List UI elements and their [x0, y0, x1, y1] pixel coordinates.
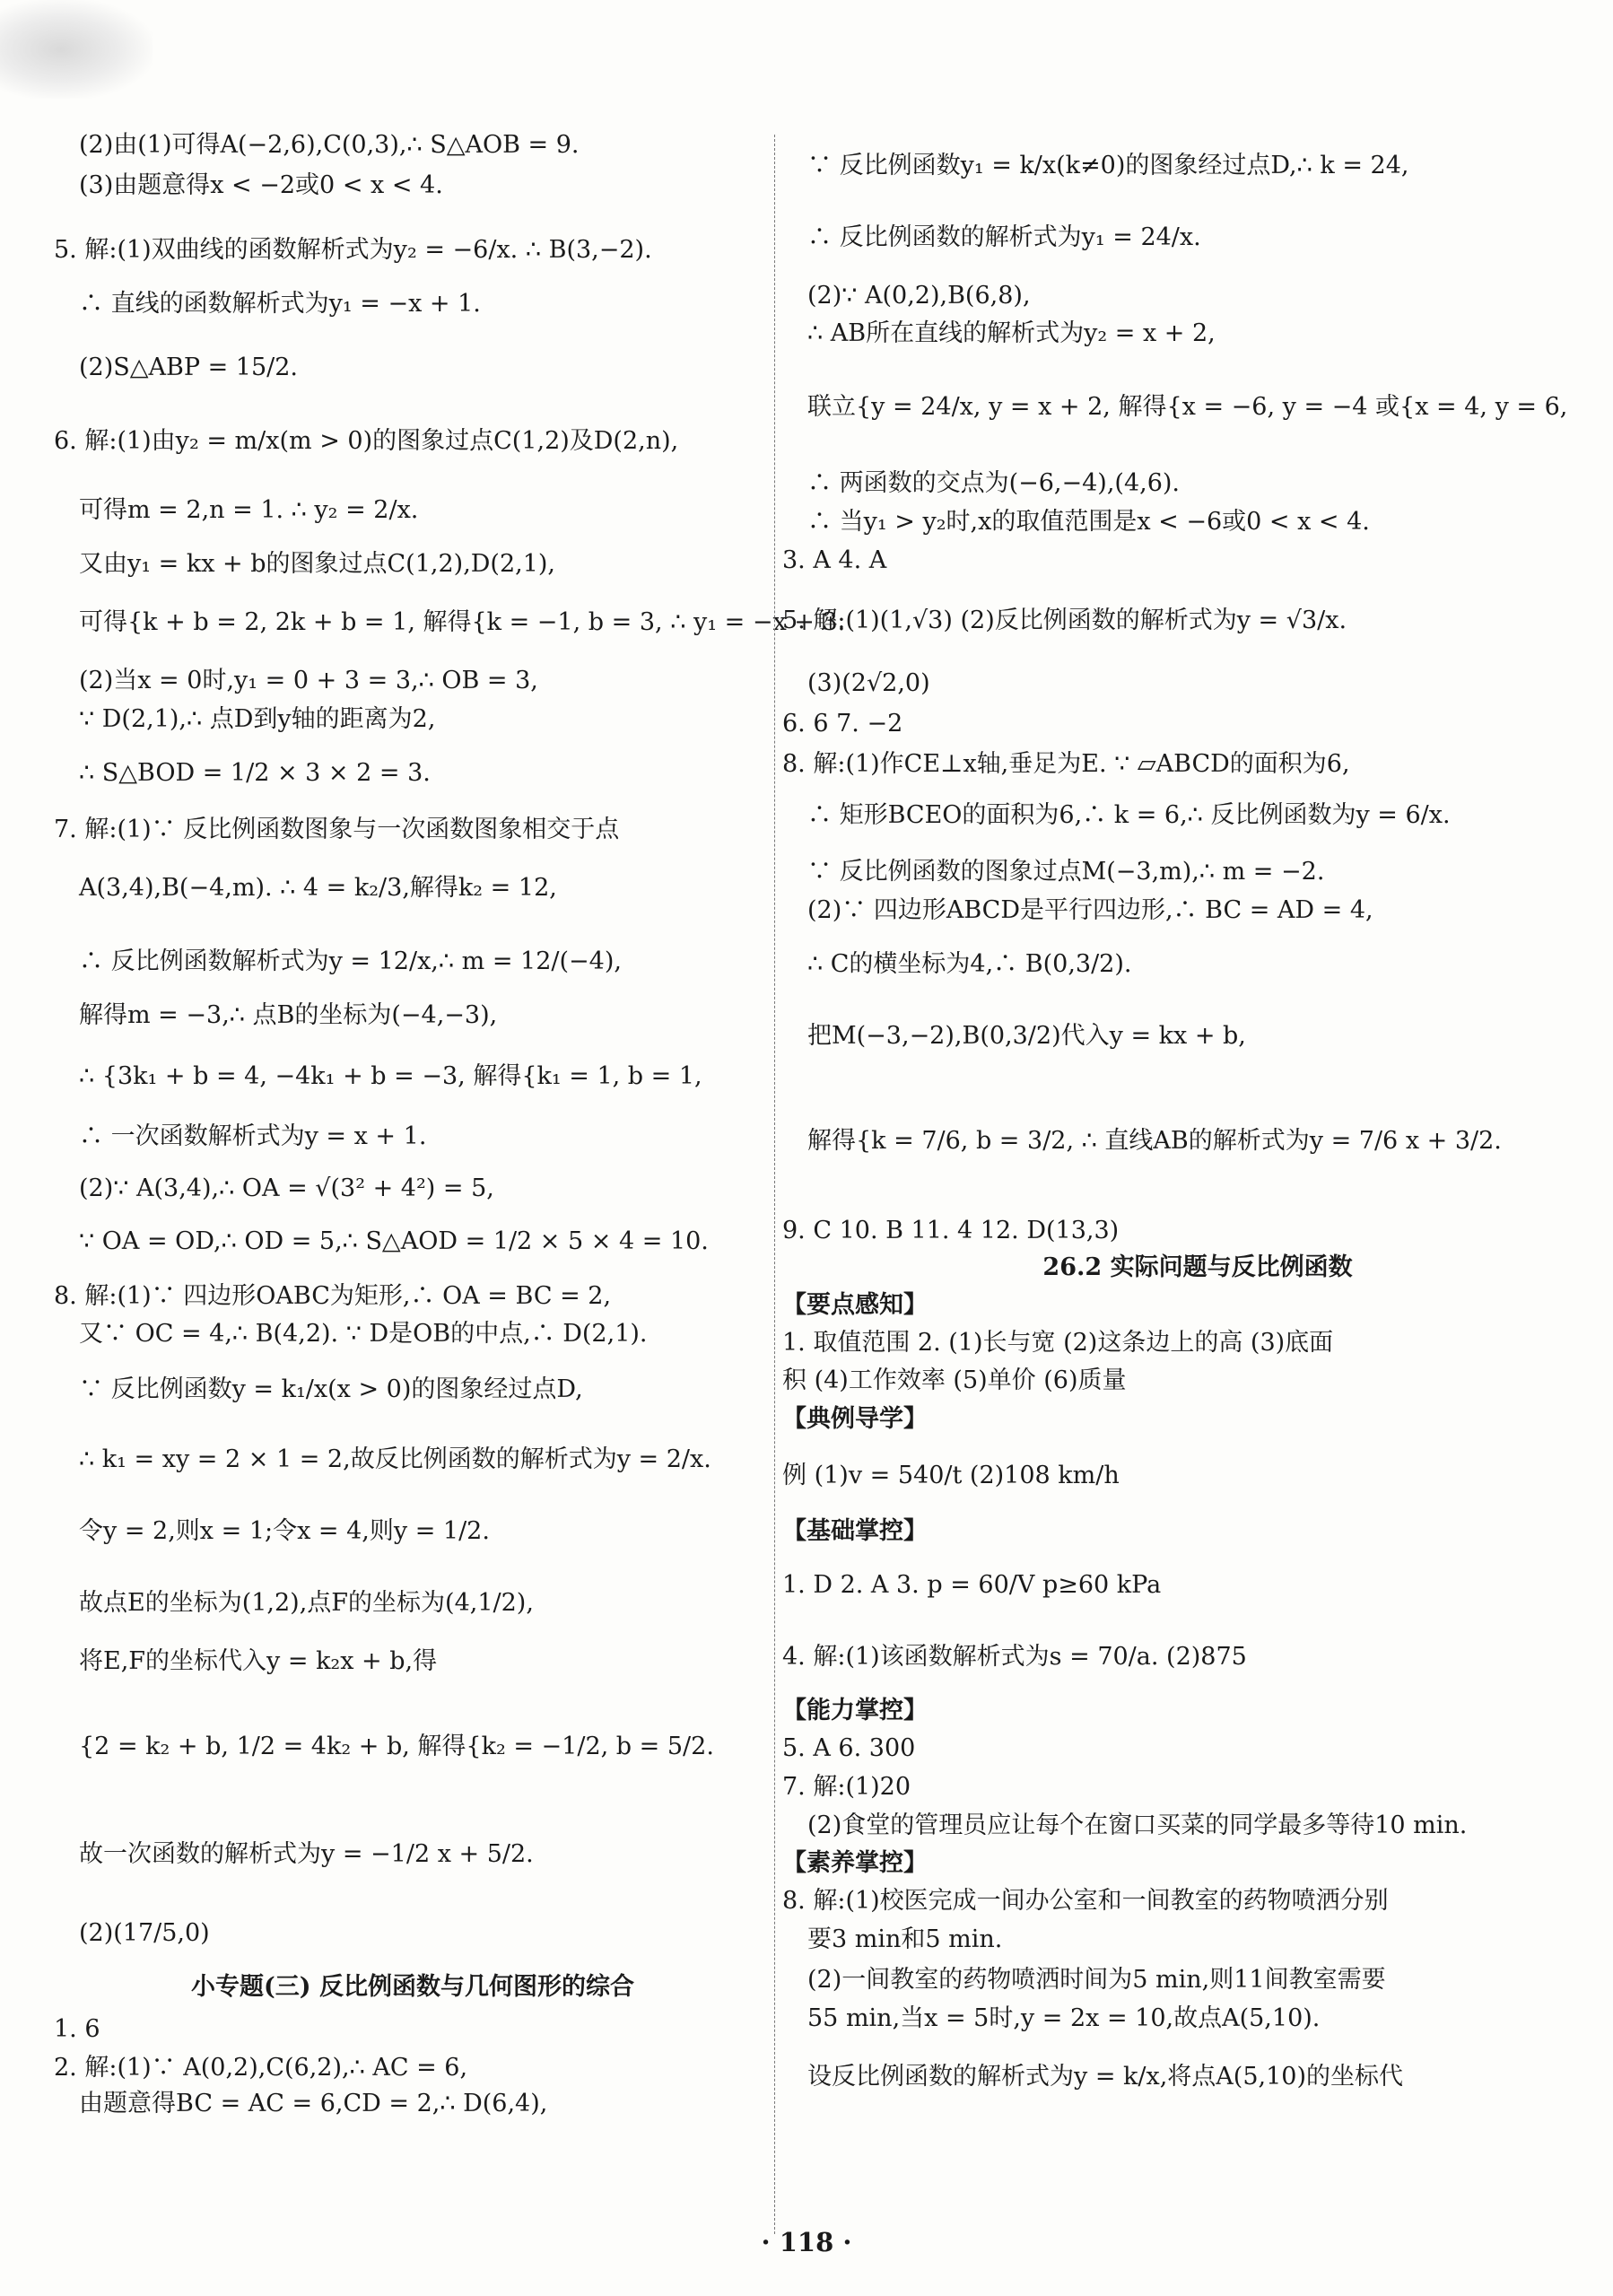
answer-line: (2)(17/5,0) [79, 1919, 210, 1947]
answer-line: ∴ 两函数的交点为(−6,−4),(4,6). [807, 469, 1181, 497]
answer-line: 可得m = 2,n = 1. ∴ y₂ = 2/x. [79, 496, 419, 524]
answer-line: 可得{k + b = 2, 2k + b = 1, 解得{k = −1, b = 3, ∴ y₁ = −x + 3. [79, 608, 846, 636]
answer-line: ∵ 反比例函数y₁ = k/x(k≠0)的图象经过点D,∴ k = 24, [807, 152, 1409, 179]
answer-line: 7. 解:(1)20 [782, 1773, 911, 1801]
answer-line: 要3 min和5 min. [807, 1925, 1003, 1953]
answer-line: {2 = k₂ + b, 1/2 = 4k₂ + b, 解得{k₂ = −1/2, b = 5/2. [79, 1733, 714, 1760]
section-title: 26.2 实际问题与反比例函数 [1042, 1253, 1353, 1281]
answer-line: 1. D 2. A 3. p = 60/V p≥60 kPa [782, 1571, 1162, 1599]
subsection-label: 【基础掌控】 [782, 1517, 928, 1545]
answer-line: ∴ 直线的函数解析式为y₁ = −x + 1. [79, 290, 481, 318]
answer-line: 8. 解:(1)作CE⊥x轴,垂足为E. ∵ ▱ABCD的面积为6, [782, 750, 1350, 778]
answer-line: 例 (1)v = 540/t (2)108 km/h [782, 1462, 1120, 1489]
answer-line: (2)当x = 0时,y₁ = 0 + 3 = 3,∴ OB = 3, [79, 667, 538, 694]
answer-line: 5. 解:(1)(1,√3) (2)反比例函数的解析式为y = √3/x. [782, 607, 1347, 634]
answer-line: (2)S△ABP = 15/2. [79, 354, 299, 381]
answer-line: 由题意得BC = AC = 6,CD = 2,∴ D(6,4), [79, 2090, 548, 2117]
column-divider [774, 135, 775, 2234]
answer-line: ∴ 反比例函数的解析式为y₁ = 24/x. [807, 223, 1201, 251]
answer-line: (2)由(1)可得A(−2,6),C(0,3),∴ S△AOB = 9. [79, 131, 580, 159]
answer-line: ∵ 反比例函数的图象过点M(−3,m),∴ m = −2. [807, 858, 1325, 886]
answer-line: 令y = 2,则x = 1;令x = 4,则y = 1/2. [79, 1517, 490, 1545]
answer-line: 6. 6 7. −2 [782, 710, 903, 738]
answer-line: 3. A 4. A [782, 546, 887, 574]
subsection-label: 【素养掌控】 [782, 1849, 928, 1877]
answer-line: 1. 6 [54, 2015, 100, 2043]
section-title: 小专题(三) 反比例函数与几何图形的综合 [191, 1973, 634, 2001]
subsection-label: 【典例导学】 [782, 1405, 928, 1433]
answer-line: 故一次函数的解析式为y = −1/2 x + 5/2. [79, 1840, 534, 1868]
answer-line: 5. 解:(1)双曲线的函数解析式为y₂ = −6/x. ∴ B(3,−2). [54, 236, 652, 264]
answer-line: (2)∵ 四边形ABCD是平行四边形,∴ BC = AD = 4, [807, 896, 1373, 924]
answer-line: ∴ AB所在直线的解析式为y₂ = x + 2, [807, 319, 1216, 347]
answer-line: 故点E的坐标为(1,2),点F的坐标为(4,1/2), [79, 1589, 534, 1617]
answer-line: 2. 解:(1)∵ A(0,2),C(6,2),∴ AC = 6, [54, 2054, 468, 2082]
answer-line: (2)∵ A(0,2),B(6,8), [807, 282, 1031, 310]
answer-line: A(3,4),B(−4,m). ∴ 4 = k₂/3,解得k₂ = 12, [79, 874, 557, 902]
answer-line: 7. 解:(1)∵ 反比例函数图象与一次函数图象相交于点 [54, 816, 620, 843]
answer-line: 解得{k = 7/6, b = 3/2, ∴ 直线AB的解析式为y = 7/6 x + 3/2. [807, 1127, 1502, 1155]
answer-line: 9. C 10. B 11. 4 12. D(13,3) [782, 1217, 1120, 1244]
answer-line: (2)食堂的管理员应让每个在窗口买菜的同学最多等待10 min. [807, 1811, 1468, 1839]
answer-line: (2)一间教室的药物喷洒时间为5 min,则11间教室需要 [807, 1966, 1386, 1994]
answer-line: ∵ OA = OD,∴ OD = 5,∴ S△AOD = 1/2 × 5 × 4 = 10. [79, 1227, 709, 1255]
answer-line: ∴ 当y₁ > y₂时,x的取值范围是x < −6或0 < x < 4. [807, 508, 1370, 536]
answer-line: (3)由题意得x < −2或0 < x < 4. [79, 171, 443, 199]
answer-line: 又由y₁ = kx + b的图象过点C(1,2),D(2,1), [79, 550, 556, 578]
answer-line: ∵ D(2,1),∴ 点D到y轴的距离为2, [79, 705, 436, 733]
subsection-label: 【要点感知】 [782, 1291, 928, 1319]
answer-line: ∴ S△BOD = 1/2 × 3 × 2 = 3. [79, 759, 431, 787]
answer-line: 解得m = −3,∴ 点B的坐标为(−4,−3), [79, 1001, 498, 1029]
answer-line: ∴ {3k₁ + b = 4, −4k₁ + b = −3, 解得{k₁ = 1, b = 1, [79, 1062, 702, 1090]
answer-line: 把M(−3,−2),B(0,3/2)代入y = kx + b, [807, 1022, 1246, 1050]
answer-line: 1. 取值范围 2. (1)长与宽 (2)这条边上的高 (3)底面 [782, 1329, 1334, 1357]
answer-line: ∴ 反比例函数解析式为y = 12/x,∴ m = 12/(−4), [79, 947, 622, 975]
subsection-label: 【能力掌控】 [782, 1697, 928, 1724]
scan-smudge [0, 0, 153, 99]
answer-line: ∵ 反比例函数y = k₁/x(x > 0)的图象经过点D, [79, 1375, 583, 1403]
answer-line: 8. 解:(1)校医完成一间办公室和一间教室的药物喷洒分别 [782, 1887, 1389, 1915]
answer-line: ∴ 矩形BCEO的面积为6,∴ k = 6,∴ 反比例函数为y = 6/x. [807, 801, 1451, 829]
answer-line: 5. A 6. 300 [782, 1734, 916, 1762]
answer-line: 6. 解:(1)由y₂ = m/x(m > 0)的图象过点C(1,2)及D(2,n), [54, 427, 679, 455]
answer-line: 积 (4)工作效率 (5)单价 (6)质量 [782, 1366, 1127, 1394]
answer-line: 将E,F的坐标代入y = k₂x + b,得 [79, 1647, 438, 1675]
answer-line: 设反比例函数的解析式为y = k/x,将点A(5,10)的坐标代 [807, 2063, 1403, 2091]
answer-line: (2)∵ A(3,4),∴ OA = √(3² + 4²) = 5, [79, 1174, 494, 1202]
page-number: · 118 · [761, 2227, 852, 2257]
answer-line: 8. 解:(1)∵ 四边形OABC为矩形,∴ OA = BC = 2, [54, 1282, 612, 1310]
answer-line: 4. 解:(1)该函数解析式为s = 70/a. (2)875 [782, 1643, 1247, 1671]
answer-line: ∴ 一次函数解析式为y = x + 1. [79, 1122, 427, 1150]
answer-line: ∴ k₁ = xy = 2 × 1 = 2,故反比例函数的解析式为y = 2/x. [79, 1445, 711, 1473]
answer-line: 55 min,当x = 5时,y = 2x = 10,故点A(5,10). [807, 2004, 1321, 2032]
answer-line: 联立{y = 24/x, y = x + 2, 解得{x = −6, y = −4 或{x = 4, y = 6, [807, 393, 1568, 421]
answer-line: ∴ C的横坐标为4,∴ B(0,3/2). [807, 950, 1132, 978]
answer-line: (3)(2√2,0) [807, 669, 930, 697]
answer-line: 又∵ OC = 4,∴ B(4,2). ∵ D是OB的中点,∴ D(2,1). [79, 1320, 648, 1348]
